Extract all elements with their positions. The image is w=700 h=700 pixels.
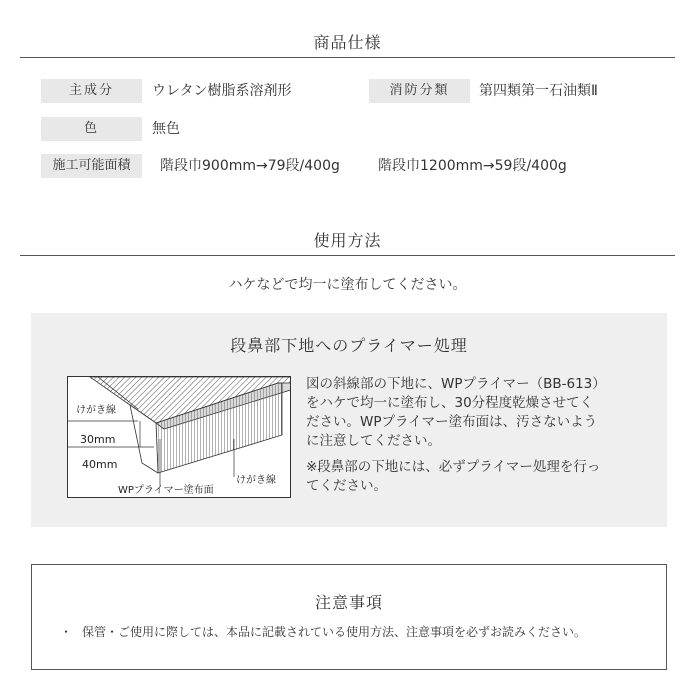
coverage-value-1200: 階段巾1200mm→59段/400g <box>378 158 567 174</box>
main-component-value: ウレタン樹脂系溶剤形 <box>152 83 292 99</box>
label-wp-primer-area: WPプライマー塗布面 <box>118 485 214 496</box>
stair-nosing-diagram <box>67 376 291 498</box>
primer-note <box>306 458 651 496</box>
label-40mm: 40mm <box>82 458 118 471</box>
primer-description-line: 図の斜線部の下地に、WPプライマー（BB-613） <box>306 376 606 392</box>
label-30mm: 30mm <box>80 433 116 446</box>
color-value: 無色 <box>152 121 180 137</box>
fire-class-label: 消防分類 <box>369 79 470 103</box>
usage-title-divider <box>20 255 675 256</box>
main-component-label: 主成分 <box>41 79 142 103</box>
fire-class-value: 第四類第一石油類Ⅱ <box>479 83 598 99</box>
notice-box <box>31 564 667 670</box>
label-scribe-line-2: けがき線 <box>236 475 276 486</box>
notice-title: 注意事項 <box>314 593 383 612</box>
notice-text <box>60 623 660 640</box>
usage-section-title: 使用方法 <box>313 231 382 250</box>
label-scribe-line: けがき線 <box>76 405 116 416</box>
primer-panel-title: 段鼻部下地へのプライマー処理 <box>230 336 468 355</box>
primer-note-line: ※段鼻部の下地には、必ずプライマー処理を行っ <box>306 459 601 475</box>
spec-section-title: 商品仕様 <box>313 33 382 52</box>
primer-description <box>306 375 651 451</box>
notice-bullet: ・ <box>60 625 73 639</box>
color-label: 色 <box>41 117 142 141</box>
coverage-label: 施工可能面積 <box>41 154 142 178</box>
primer-description-line: ださい。WPプライマー塗布面は、汚さないよう <box>306 414 598 430</box>
stair-nosing-diagram-svg <box>68 377 291 498</box>
primer-description-line: をハケで均一に塗布し、30分程度乾燥させてく <box>306 395 594 411</box>
coverage-value-900: 階段巾900mm→79段/400g <box>160 158 340 174</box>
spec-title-divider <box>20 57 675 58</box>
primer-description-line: に注意してください。 <box>306 433 441 449</box>
usage-instruction: ハケなどで均一に塗布してください。 <box>228 277 467 293</box>
primer-note-line: てください。 <box>306 478 387 494</box>
notice-body: 保管・ご使用に際しては、本品に記載されている使用方法、注意事項を必ずお読みください。 <box>82 625 587 639</box>
